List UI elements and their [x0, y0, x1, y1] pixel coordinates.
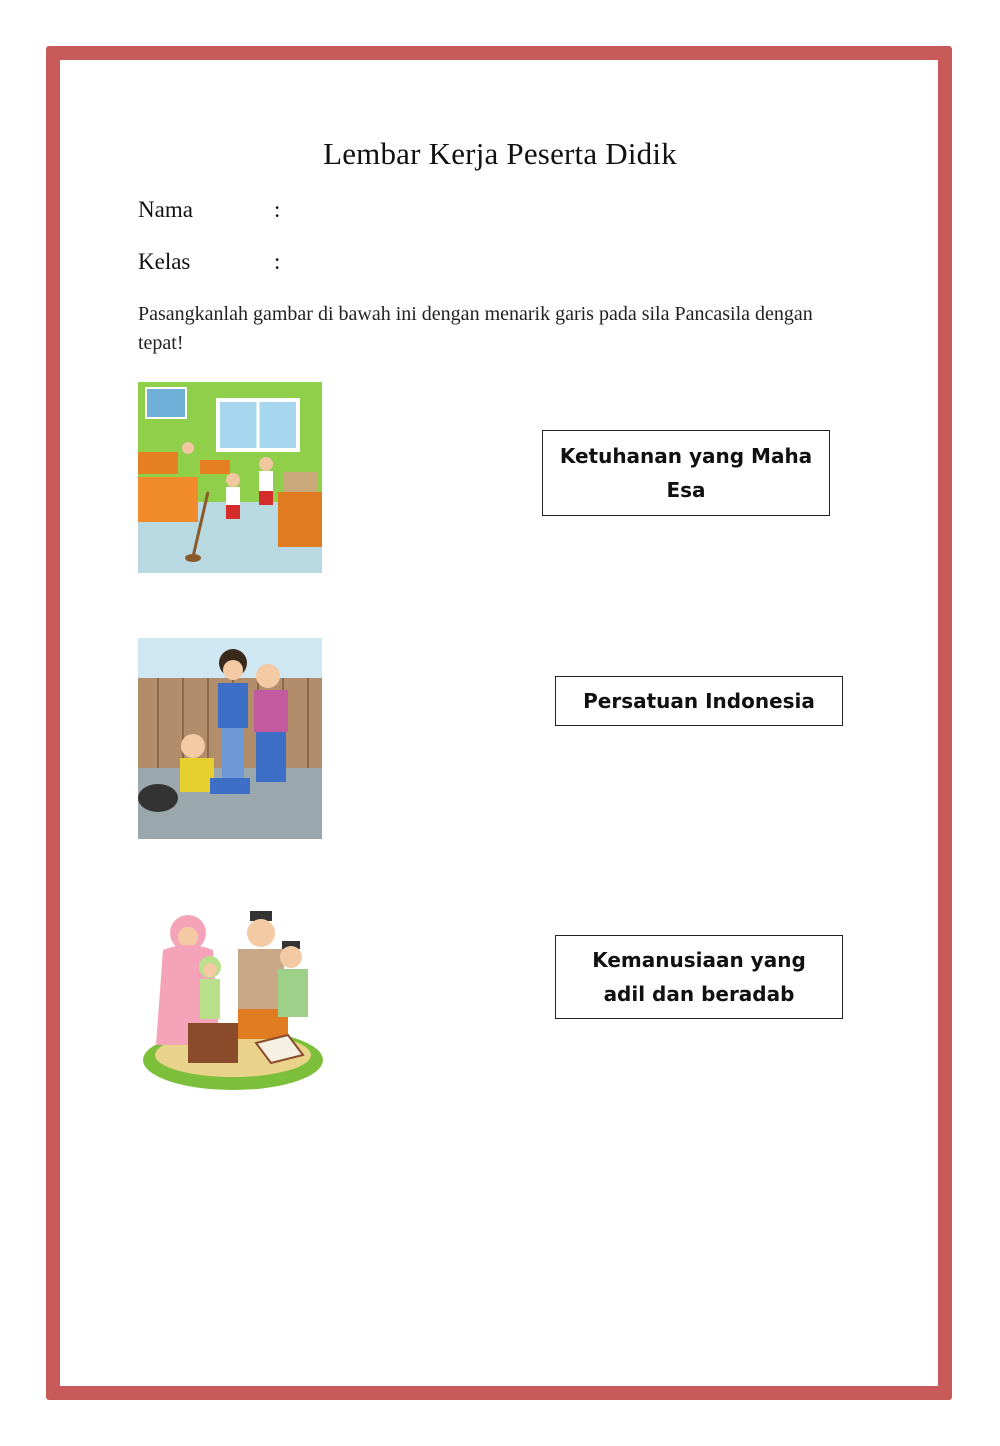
- instruction-text: Pasangkanlah gambar di bawah ini dengan menarik garis pada sila Pancasila dengan tepat!: [138, 303, 813, 354]
- classroom-cleaning-icon: [138, 382, 322, 573]
- name-label: Nama: [138, 197, 193, 222]
- answer-box-ketuhanan[interactable]: Ketuhanan yang Maha Esa: [542, 430, 830, 516]
- answer-box-kemanusiaan[interactable]: Kemanusiaan yang adil dan beradab: [555, 935, 843, 1019]
- answer-box-persatuan[interactable]: Persatuan Indonesia: [555, 676, 843, 726]
- class-label: Kelas: [138, 249, 191, 274]
- children-helping-icon: [138, 638, 322, 839]
- family-reading-quran-illustration[interactable]: [138, 905, 328, 1095]
- name-colon: :: [274, 197, 281, 222]
- class-colon: :: [274, 249, 281, 274]
- children-helping-friend-illustration[interactable]: [138, 638, 322, 839]
- classroom-cleaning-illustration[interactable]: [138, 382, 322, 573]
- worksheet-title: Lembar Kerja Peserta Didik: [323, 136, 677, 171]
- family-reading-icon: [138, 905, 328, 1095]
